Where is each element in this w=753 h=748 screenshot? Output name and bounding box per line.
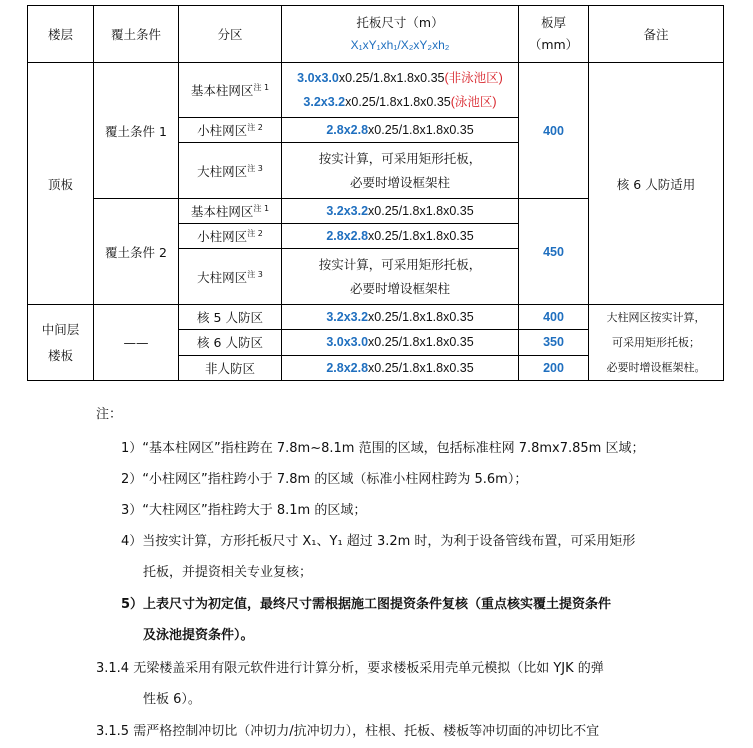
para-3-1-4b: 性板 6）。 (143, 692, 201, 707)
cell-mid-floor: 中间层 楼板 (28, 305, 94, 381)
table-row (28, 305, 724, 330)
cell-zone-small-1: 小柱网区$^{注 2}$ (179, 118, 282, 143)
note-2: 2）“小柱网区”指柱跨小于 7.8m 的区域（标准小柱网柱跨为 5.6m）； (121, 472, 528, 487)
note-5a: 5）上表尺寸为初定值，最终尺寸需根据施工图提资条件复核（重点核实覆土提资条件 (121, 597, 612, 612)
header-size (282, 6, 519, 63)
footnote-mark-2b: 注 2 (247, 228, 263, 238)
cell-size-small-2: 2.8x2.8x0.25/1.8x1.8x0.35 (282, 224, 519, 249)
cell-zone-non: 非人防区 (179, 355, 282, 380)
size-line-nonpool: 3.0x3.0x0.25/1.8x1.8x0.35(非泳池区) (297, 71, 503, 85)
cell-thickness-400: 400 (519, 63, 589, 199)
cell-size-non: 2.8x2.8x0.25/1.8x1.8x0.35 (282, 355, 519, 380)
cell-size-basic-2: 3.2x3.2x0.25/1.8x1.8x0.35 (282, 199, 519, 224)
header-thickness-title: 板厚 (540, 15, 566, 30)
header-floor: 楼层 (28, 6, 94, 63)
cell-zone-large-1: 大柱网区$^{注 3}$ (179, 143, 282, 199)
header-thickness (519, 6, 589, 63)
cell-top-floor: 顶板 (28, 63, 94, 305)
cell-zone-h5: 核 5 人防区 (179, 305, 282, 330)
footnote-mark-3: 注 3 (247, 163, 263, 173)
cell-soil2: 覆土条件 2 (94, 199, 179, 305)
cell-size-large-1 (282, 143, 519, 199)
header-size-title: 托板尺寸（m） (356, 15, 444, 30)
cell-remark-top: 核 6 人防适用 (589, 63, 724, 305)
note-4b: 托板，并提资相关专业复核； (143, 565, 313, 580)
note-3: 3）“大柱网区”指柱跨大于 8.1m 的区域； (121, 503, 367, 518)
cell-size-large-2 (282, 249, 519, 305)
cell-size-small-1: 2.8x2.8x0.25/1.8x1.8x0.35 (282, 118, 519, 143)
para-3-1-5: 3.1.5 需严格控制冲切比（冲切力/抗冲切力），柱根、托板、楼板等冲切面的冲切比不宜 (96, 724, 600, 739)
footnote-mark-1b: 注 1 (253, 203, 270, 213)
para-3-1-4a: 3.1.4 无梁楼盖采用有限元软件进行计算分析，要求楼板采用壳单元模拟（比如 YJK 的弹 (96, 661, 604, 676)
header-size-formula: X₁xY₁xh₁/X₂xY₂xh₂ (350, 38, 450, 52)
cell-soil1: 覆土条件 1 (94, 63, 179, 199)
cell-remark-mid: 大柱网区按实计算， 可采用矩形托板； 必要时增设框架柱。 (589, 305, 724, 381)
cell-zone-basic-2: 基本柱网区$^{注 1}$ (179, 199, 282, 224)
cell-thickness-450: 450 (519, 199, 589, 305)
notes-label: 注： (96, 407, 123, 422)
footnote-mark-2: 注 2 (247, 122, 263, 132)
cell-mid-soil: —— (94, 305, 179, 381)
cell-zone-h6: 核 6 人防区 (179, 330, 282, 355)
header-soil: 覆土条件 (94, 6, 179, 63)
calc-text-1: 按实计算，可采用矩形托板， (318, 150, 482, 166)
table-header-row (28, 6, 724, 63)
table-row (28, 63, 724, 118)
header-zone: 分区 (179, 6, 282, 63)
cell-zone-large-2: 大柱网区$^{注 3}$ (179, 249, 282, 305)
footnote-mark-1: 注 1 (253, 82, 270, 92)
cell-thickness-h6: 350 (519, 330, 589, 355)
cell-size-h5: 3.2x3.2x0.25/1.8x1.8x0.35 (282, 305, 519, 330)
header-remark: 备注 (589, 6, 724, 63)
size-line-pool: 3.2x3.2x0.25/1.8x1.8x0.35(泳池区) (303, 95, 497, 109)
cell-thickness-h5: 400 (519, 305, 589, 330)
calc-text-4: 必要时增设框架柱 (349, 280, 450, 296)
note-1: 1）“基本柱网区”指柱跨在 7.8m~8.1m 范围的区域，包括标准柱网 7.8mx7.85m 区域； (121, 441, 645, 456)
cell-zone-small-2: 小柱网区$^{注 2}$ (179, 224, 282, 249)
cell-size-basic-1 (282, 63, 519, 118)
cell-size-h6: 3.0x3.0x0.25/1.8x1.8x0.35 (282, 330, 519, 355)
header-thickness-unit: （mm） (528, 37, 579, 52)
cell-zone-basic-1: 基本柱网区$^{注 1}$ (179, 63, 282, 118)
cell-thickness-non: 200 (519, 355, 589, 380)
calc-text-3: 按实计算，可采用矩形托板， (318, 256, 482, 272)
note-5b: 及泳池提资条件）。 (143, 628, 254, 643)
slab-spec-table (27, 5, 724, 381)
footnote-mark-3b: 注 3 (247, 269, 263, 279)
calc-text-2: 必要时增设框架柱 (349, 174, 450, 190)
note-4a: 4）当按实计算，方形托板尺寸 X₁、Y₁ 超过 3.2m 时，为利于设备管线布置，可采用矩形 (121, 534, 636, 549)
